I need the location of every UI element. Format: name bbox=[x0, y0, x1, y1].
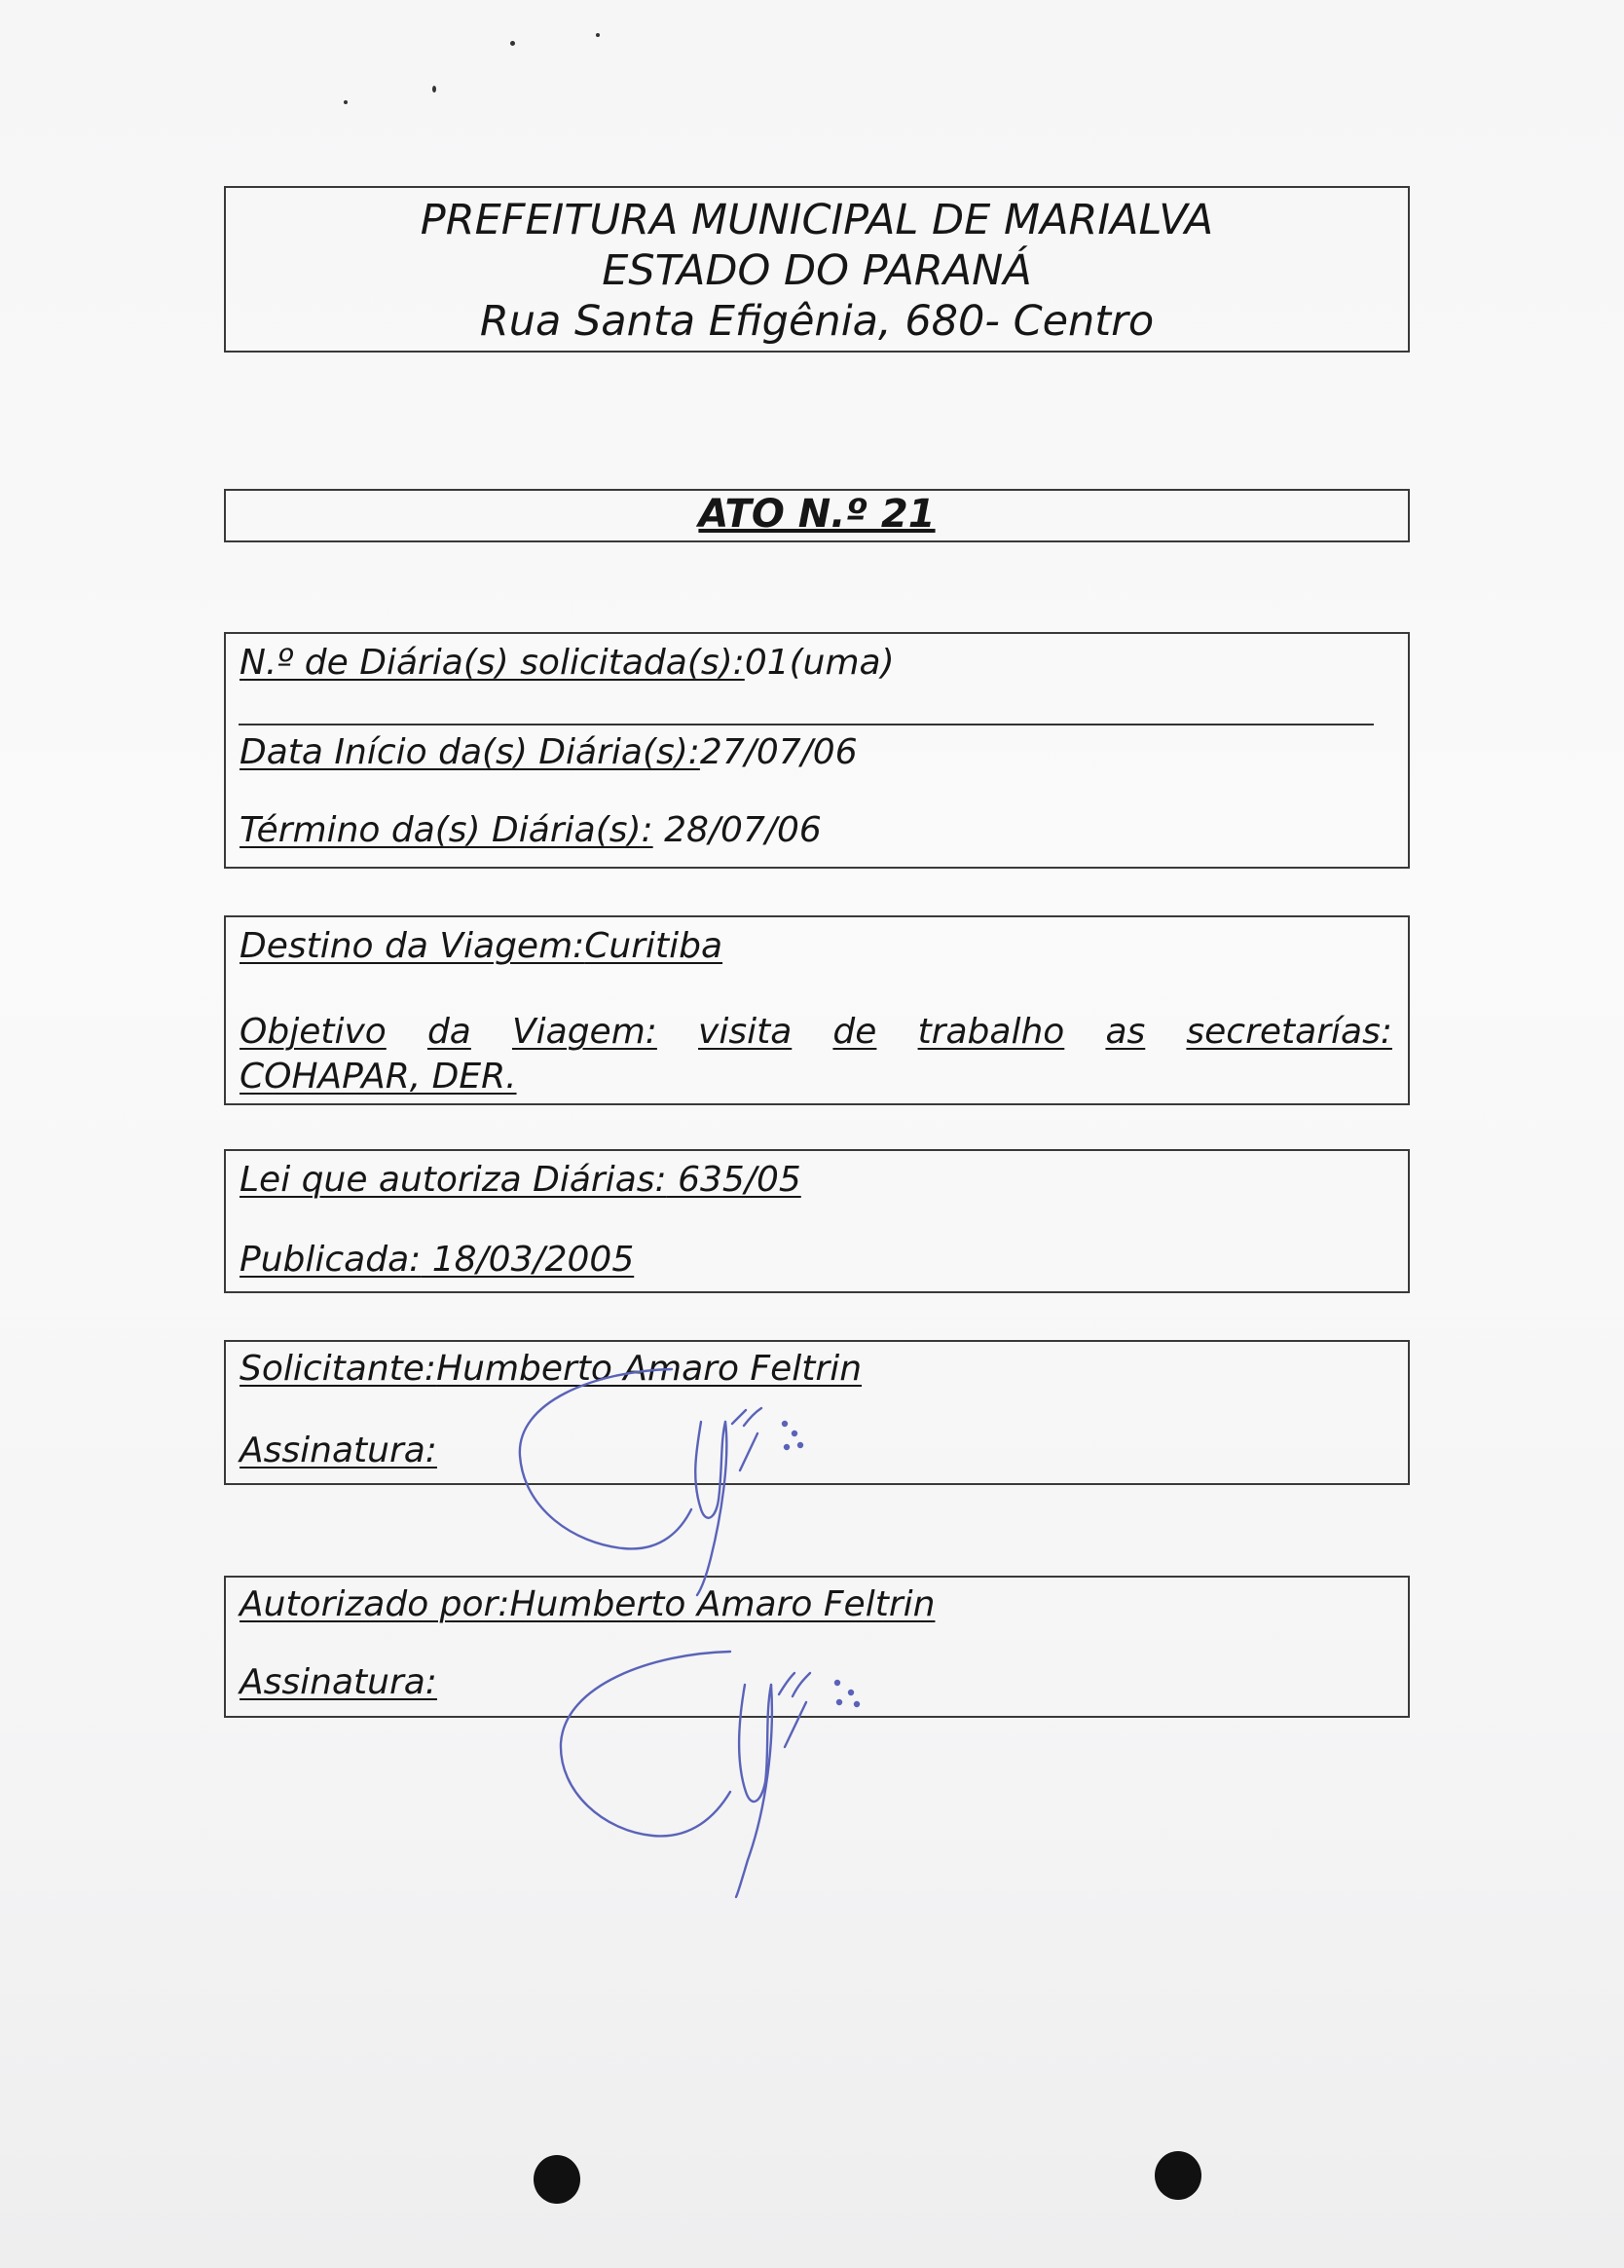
solicitante-assinatura-label: Assinatura: bbox=[240, 1431, 437, 1470]
autorizado-signature bbox=[545, 1646, 954, 1899]
diarias-solicitadas-label: N.º de Diária(s) solicitada(s): bbox=[240, 643, 745, 683]
punch-hole-right bbox=[1155, 2151, 1201, 2200]
termino-line bbox=[240, 809, 822, 852]
header-line-1: PREFEITURA MUNICIPAL DE MARIALVA bbox=[420, 196, 1214, 244]
objetivo-word: Viagem: bbox=[512, 1012, 657, 1052]
termino-label: Término da(s) Diária(s): bbox=[240, 810, 653, 850]
lei-label: Lei que autoriza Diárias: bbox=[240, 1160, 667, 1200]
objetivo-word: Objetivo bbox=[240, 1012, 387, 1052]
diarias-box bbox=[224, 632, 1410, 869]
header-box bbox=[224, 186, 1410, 353]
solicitante-assinatura-line bbox=[240, 1430, 437, 1472]
objetivo-word: secretarías: bbox=[1186, 1012, 1392, 1052]
objetivo-line bbox=[240, 1011, 1392, 1054]
autorizado-assinatura-line bbox=[240, 1661, 437, 1704]
data-inicio-label: Data Início da(s) Diária(s): bbox=[240, 732, 700, 772]
objetivo-word: da bbox=[426, 1012, 471, 1052]
scan-speck bbox=[344, 100, 348, 104]
lei-line bbox=[240, 1159, 801, 1202]
termino-value: 28/07/06 bbox=[652, 810, 822, 850]
objetivo-word: as bbox=[1105, 1012, 1146, 1052]
publicada-label: Publicada: bbox=[240, 1240, 422, 1280]
viagem-box bbox=[224, 915, 1410, 1105]
scan-speck bbox=[510, 41, 515, 46]
ato-box bbox=[224, 489, 1410, 542]
autorizado-name: Humberto Amaro Feltrin bbox=[509, 1584, 936, 1624]
objetivo-word: de bbox=[832, 1012, 877, 1052]
lei-value: 635/05 bbox=[666, 1160, 801, 1200]
destino-value: Curitiba bbox=[584, 926, 723, 966]
objetivo-word: visita bbox=[698, 1012, 793, 1052]
objetivo-continuation-line bbox=[240, 1056, 517, 1098]
ato-title: ATO N.º 21 bbox=[698, 492, 936, 537]
objetivo-word: trabalho bbox=[917, 1012, 1065, 1052]
divider-line bbox=[239, 724, 1374, 725]
scan-speck bbox=[432, 86, 436, 93]
publicada-line bbox=[240, 1239, 634, 1282]
header-line-3: Rua Santa Efigênia, 680- Centro bbox=[479, 297, 1155, 346]
data-inicio-line bbox=[240, 731, 858, 774]
objetivo-continuation: COHAPAR, DER. bbox=[240, 1057, 517, 1097]
solicitante-label: Solicitante: bbox=[240, 1349, 437, 1389]
header-line-2: ESTADO DO PARANÁ bbox=[602, 246, 1032, 295]
publicada-value: 18/03/2005 bbox=[421, 1240, 635, 1280]
lei-box bbox=[224, 1149, 1410, 1293]
autorizado-label: Autorizado por: bbox=[240, 1584, 510, 1624]
punch-hole-left bbox=[534, 2155, 580, 2204]
destino-label: Destino da Viagem: bbox=[240, 926, 585, 966]
autorizado-assinatura-label: Assinatura: bbox=[240, 1662, 437, 1702]
solicitante-name: Humberto Amaro Feltrin bbox=[436, 1349, 863, 1389]
solicitante-signature bbox=[506, 1363, 915, 1597]
destino-line bbox=[240, 925, 722, 968]
scan-speck bbox=[596, 33, 600, 37]
data-inicio-value: 27/07/06 bbox=[699, 732, 858, 772]
diarias-solicitadas-line bbox=[240, 642, 895, 685]
diarias-solicitadas-value: 01(uma) bbox=[744, 643, 895, 683]
